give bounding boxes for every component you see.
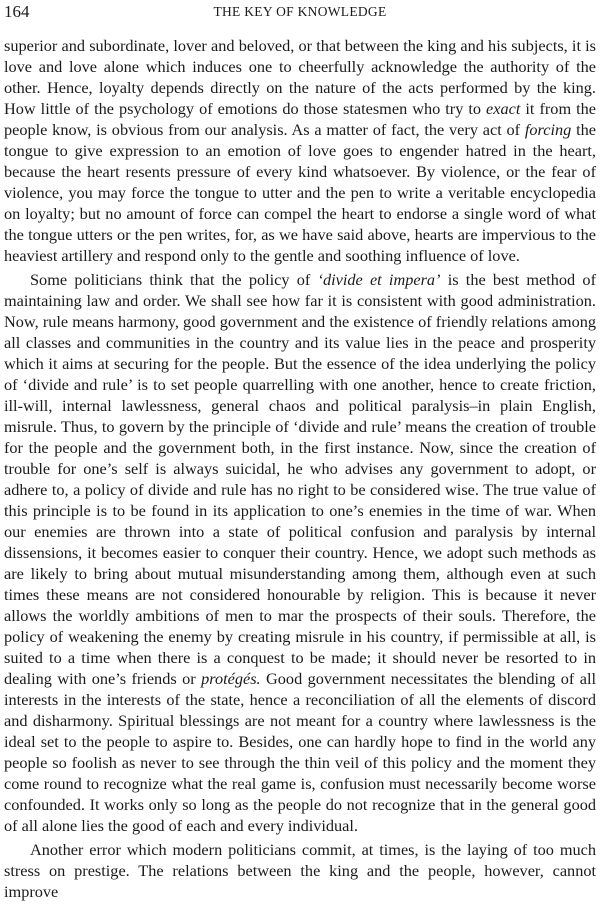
paragraph <box>4 839 596 902</box>
text-run: the tongue to give expression to an emotion of love goes to engender hatred in the heart, because the heart resents pressure of every kind whatsoever. By violence, or the fear of violence, you may force the tongue to utter and the pen to write a veritable encyclopedia on loyalty; but no amount of force can compel the heart to endorse a single word of what the tongue utters or the pen writes, for, as we have said above, hearts are impervious to the heaviest artillery and respond only to the gentle and soothing influence of love. <box>4 120 596 265</box>
text-run: Good government necessitates the blending of all interests in the interests of the state, hence a reconciliation of all the elements of discord and disharmony. Spiritual blessings are not meant for a country where lawlessness is the ideal set to the people to aspire to. Besides, one can hardly hope to find in the world any people so foolish as never to see through the thin veil of this policy and the moment they come round to recognize what the real game is, confusion must necessarily become worse confounded. It works only so long as the people do not recognize that in the general good of all alone lies the good of each and every individual. <box>4 669 597 835</box>
italic-text: exact <box>486 99 521 118</box>
italic-text: ‘divide et impera’ <box>317 270 441 289</box>
text-run: superior and subordinate, lover and beloved, or that between the king and his subjects, it is love and love alone which induces one to cheerfully acknowledge the authority of the other. Hence, loyalty depends directly on the nature of the acts performed by the king. How little of the psychology of emotions do those statesmen who try to <box>4 36 596 118</box>
page-body <box>4 35 596 905</box>
text-run: it from the people know, is obvious from our analysis. As a matter of fact, the very act of <box>4 99 597 139</box>
text-run: is the best method of maintaining law and order. We shall see how far it is consistent with good administration. Now, rule means harmony, good government and the existence of friendly relations among all classes and communities in the country and its value lies in the peace and prosperity which it aims at securing for the people. But the essence of the idea underlying the policy of ‘divide and rule’ is to set people quarrelling with one another, hence to create friction, ill-will, internal lawlessness, general chaos and political paralysis–in plain English, misrule. Thus, to govern by the principle of ‘divide and rule’ means the creation of trouble for the people and the government both, in the first instance. Now, since the creation of trouble for one’s self is always suicidal, he who advises any government to adopt, or adhere to, a policy of divide and rule has no right to be considered wise. The true value of this principle is to be found in its application to one’s enemies in the time of war. When our enemies are thrown into a state of political confusion and paralysis by internal dissensions, it becomes easier to conquer their country. Hence, we adopt such methods as are likely to bring about mutual misunderstanding among them, although even at such times these means are not considered honourable by religion. This is because it never allows the worldly ambitions of men to mar the prospects of their souls. Therefore, the policy of weakening the enemy by creating misrule in his country, if permissible at all, is suited to a time when there is a conquest to be made; it should never be resorted to in dealing with one’s friends or <box>4 270 596 688</box>
page-number: 164 <box>4 2 30 21</box>
italic-text: forcing <box>524 120 572 139</box>
text-run: Some politicians think that the policy of <box>30 270 318 289</box>
paragraph <box>4 269 596 836</box>
page-header <box>0 0 600 34</box>
text-run: Another error which modern politicians commit, at times, is the laying of too much stress on prestige. The relations between the king and the people, however, cannot improve <box>4 840 596 901</box>
italic-text: protégés. <box>201 669 261 688</box>
running-title: THE KEY OF KNOWLEDGE <box>213 4 387 19</box>
paragraph <box>4 35 596 266</box>
